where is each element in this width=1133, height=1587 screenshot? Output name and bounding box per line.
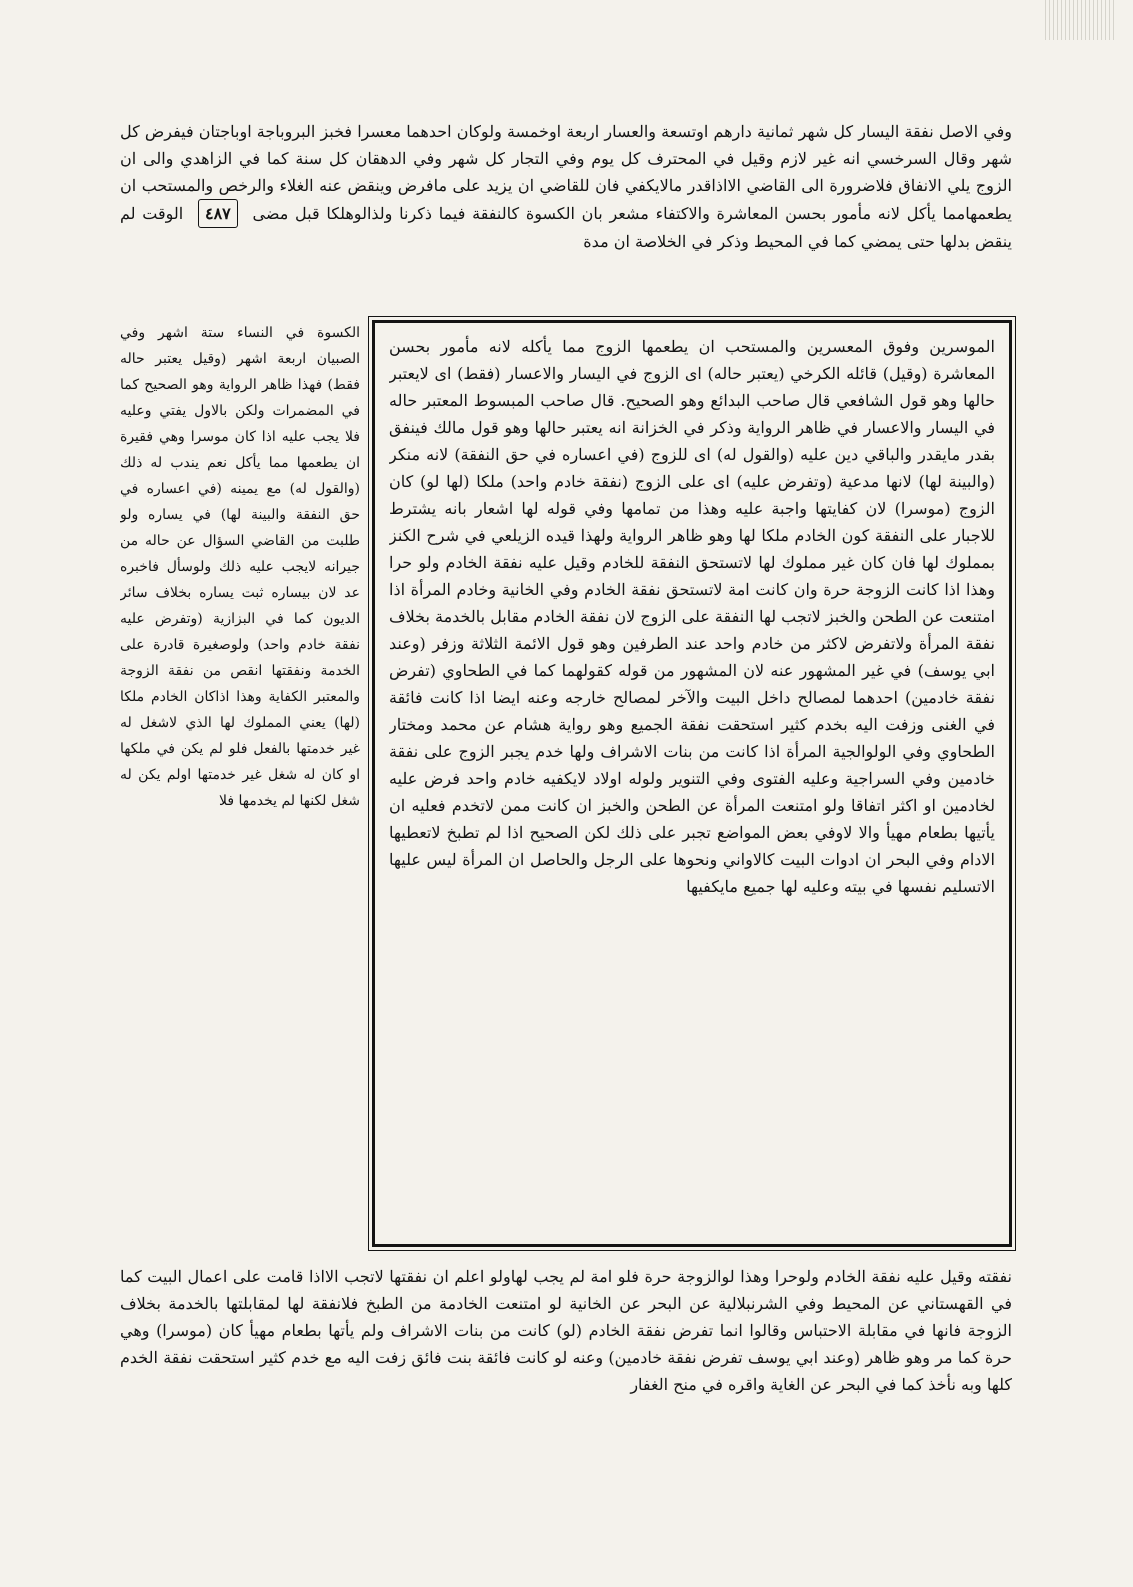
scan-artifact [1045,0,1115,40]
top-commentary [120,118,1012,310]
main-text-frame [372,320,1012,1247]
bottom-commentary [120,1263,1012,1583]
top-commentary-text-end: الوقت لم ينقض بدلها حتى يمضي كما في المحيط وذكر في الخلاصة ان مدة [120,204,1012,251]
page-number: ٤٨٧ [198,199,238,228]
bottom-commentary-text: نفقته وقيل عليه نفقة الخادم ولوحرا وهذا لوالزوجة حرة فلو امة لم يجب لهاولو اعلم ان نفقتها لاتجب الااذا قامت على اعمال البيت كما في القهستاني عن المحيط وفي الشرنبلالية عن البحر عن الخانية لو امتنعت الخادمة من الطبخ فلانفقة لها لمقابلتها بالخدمة بخلاف الزوجة فانها في مقابلة الاحتباس وقالوا انما تفرض نفقة الخادم (لو) كانت من بنات الاشراف ولم يأتها بطعام مهيأ كان (موسرا) وهي حرة كما مر وهو ظاهر (وعند ابي يوسف تفرض نفقة خادمين) وعنه لو كانت فائقة بنت فائق زفت اليه مع خدم كثير استحقت نفقة الخدم كلها وبه نأخذ كما في البحر عن الغاية واقره في منح الغفار [120,1267,1012,1394]
main-text: الموسرين وفوق المعسرين والمستحب ان يطعمها الزوج مما يأكله لانه مأمور بحسن المعاشرة (وقيل) قائله الكرخي (يعتبر حاله) اى الزوج في اليسار والاعسار (فقط) اى لايعتبر حالها وهو قول الشافعي قال صاحب البدائع وهو الصحيح. قال صاحب المبسوط المعتبر حاله في اليسار والاعسار في ظاهر الرواية وذكر في الخزانة انه يعتبر حالها وهو قول مالك فينفق بقدر مايقدر والباقي دين عليه (والقول له) اى للزوج (في اعساره في حق النفقة) لانه منكر (والبينة لها) لانها مدعية (وتفرض عليه) اى على الزوج (نفقة خادم واحد) ملكا (لها لو) كان الزوج (موسرا) لان كفايتها واجبة عليه وهذا من تمامها وفي قوله لها اشعار بانه يشترط للاجبار على النفقة كون الخادم ملكا لها وهو ظاهر الرواية ولهذا قيده الزيلعي في شرح الكنز بمملوك لها فان كان غير مملوك لها لاتستحق النفقة للخادم وقيل عليه نفقة الخادم ولو حرا وهذا اذا كانت الزوجة حرة وان كانت امة لاتستحق نفقة الخادم وفي الخانية وخادم المرأة اذا امتنعت عن الطحن والخبز لاتجب لها النفقة على الزوج لان نفقة الخادم مقابل بالخدمة بخلاف نفقة المرأة ولاتفرض لاكثر من خادم واحد عند الطرفين وهو قول الائمة الثلاثة وزفر (وعند ابي يوسف) في غير المشهور عنه لان المشهور من قوله كقولهما كما في الطحاوي (تفرض نفقة خادمين) احدهما لمصالح داخل البيت والآخر لمصالح خارجه وعنه ايضا اذا كانت فائقة في الغنى وزفت اليه بخدم كثير استحقت نفقة الجميع وهو رواية هشام عن محمد ومختار الطحاوي وفي الولوالجية المرأة اذا كانت من بنات الاشراف ولها خدم يجبر الزوج على نفقة خادمين وفي السراجية وعليه الفتوى وفي التنوير ولوله اولاد لايكفيه خادم واحد فرض عليه لخادمين او اكثر اتفاقا ولو امتنعت المرأة عن الطحن والخبز ان كانت ممن لاتخدم فعليه ان يأتيها بطعام مهيأ والا لاوفي بعض المواضع تجبر على ذلك لكن الصحيح اذا لم تطبخ لاتعطيها الادام وفي البحر ان ادوات البيت كالاواني ونحوها على الرجل والحاصل ان المرأة ليس عليها الاتسليم نفسها في بيته وعليه لها جميع مايكفيها [389,337,995,896]
side-commentary-text: الكسوة في النساء ستة اشهر وفي الصبيان اربعة اشهر (وقيل يعتبر حاله فقط) فهذا ظاهر الرواية وهو الصحيح كما في المضمرات ولكن بالاول يفتي وعليه فلا يجب عليه اذا كان موسرا وهي فقيرة ان يطعمها مما يأكل نعم يندب له ذلك (والقول له) مع يمينه (في اعساره في حق النفقة والبينة لها) في يساره ولو طلبت من القاضي السؤال عن حاله من جيرانه لايجب عليه ذلك ولوسأل فاخبره عد لان بيساره ثبت يساره بخلاف سائر الديون كما في البزازية (وتفرض عليه نفقة خادم واحد) ولوصغيرة قادرة على الخدمة ونفقتها انقص من نفقة الزوجة والمعتبر الكفاية وهذا اذاكان الخادم ملكا (لها) يعني المملوك لها الذي لاشغل له غير خدمتها بالفعل فلو لم يكن في ملكها او كان له شغل غير خدمتها اولم يكن له شغل لكنها لم يخدمها فلا [120,325,360,809]
top-commentary-text: وفي الاصل نفقة اليسار كل شهر ثمانية دارهم اوتسعة والعسار اربعة اوخمسة ولوكان احدهما معسرا فخبز البروباجة اوباجتان فيفرض كل شهر وقال السرخسي انه غير لازم وقيل في المحترف كل يوم وفي التجار كل شهر وفي الدهقان كل سنة كما في الزاهدي والى ان الزوج يلي الانفاق فلاضرورة الى القاضي الااذاقدر مالايكفي فان للقاضي ان يزيد على مافرض وينقض عنه الغلاء والرخص والمستحب ان يطعمهامما يأكل لانه مأمور بحسن المعاشرة والاكتفاء مشعر بان الكسوة كالنفقة فيما ذكرنا ولذالوهلكا قبل مضى [120,122,1012,223]
